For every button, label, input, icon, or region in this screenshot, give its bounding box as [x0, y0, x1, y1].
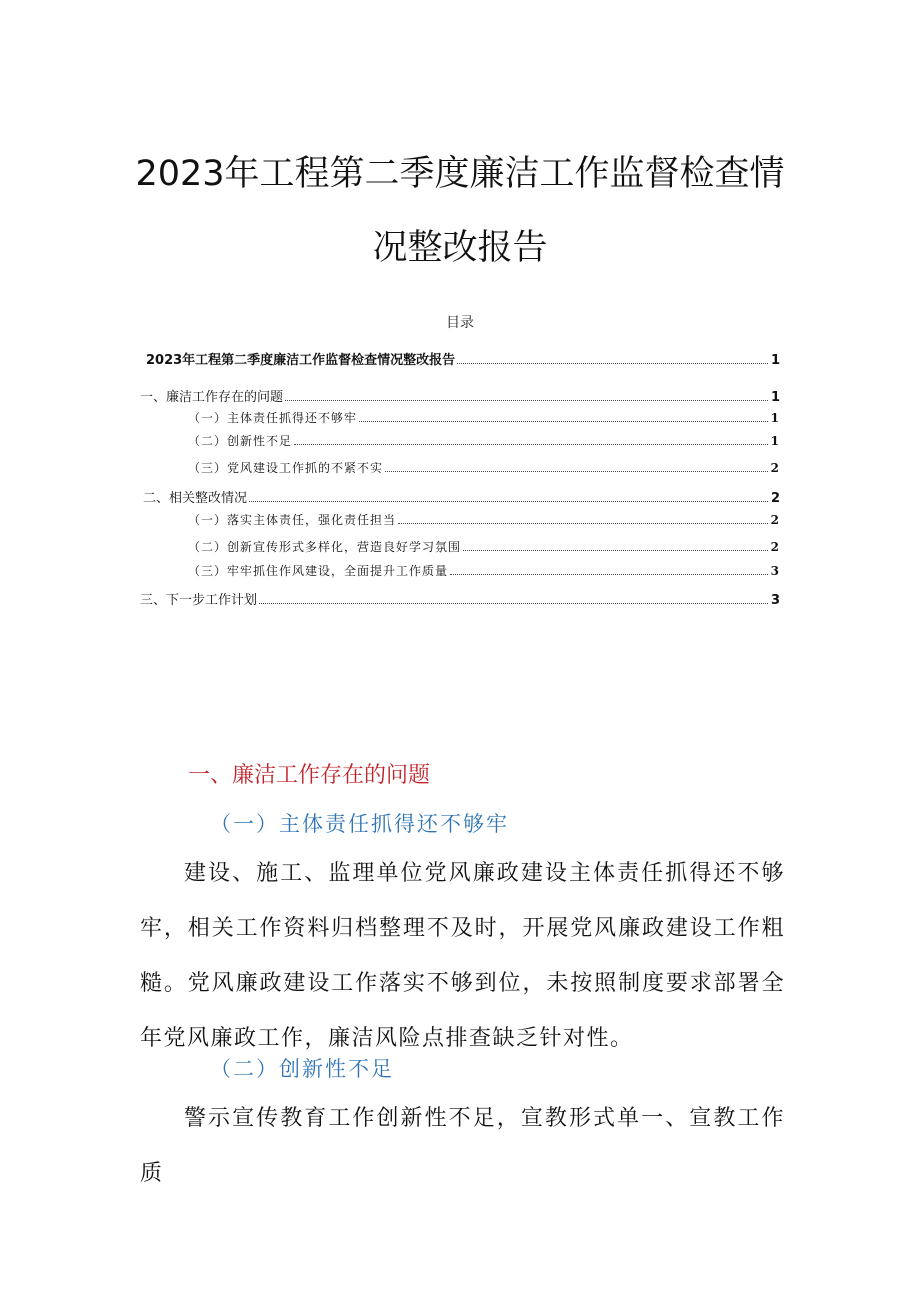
- toc-entry-section1-3[interactable]: [188, 459, 780, 477]
- toc-leader-dots: [294, 434, 768, 445]
- toc-leader-dots: [385, 461, 768, 472]
- toc-page-number: 3: [770, 593, 780, 608]
- toc-entry-label: 2023年工程第二季度廉洁工作监督检查情况整改报告: [146, 353, 456, 368]
- toc-entry-label: （二）创新宣传形式多样化，营造良好学习氛围: [188, 540, 462, 554]
- toc-leader-dots: [285, 390, 768, 401]
- toc-entry-section2[interactable]: [143, 487, 780, 505]
- toc-leader-dots: [450, 564, 768, 575]
- toc-page-number: 2: [770, 540, 780, 554]
- toc-entry-section2-1[interactable]: [188, 511, 780, 529]
- toc-page-number: 2: [770, 491, 780, 506]
- toc-entry-label: （一）主体责任抓得还不够牢: [188, 411, 358, 425]
- toc-page-number: 2: [770, 461, 780, 475]
- toc-leader-dots: [359, 411, 768, 422]
- toc-entry-section1[interactable]: [140, 386, 780, 404]
- subsection1-heading: （一）主体责任抓得还不够牢: [210, 812, 509, 836]
- toc-entry-label: （三）牢牢抓住作风建设，全面提升工作质量: [188, 564, 449, 578]
- toc-page-number: 3: [770, 564, 780, 578]
- toc-page-number: 1: [770, 353, 780, 368]
- document-title-line1: 2023年工程第二季度廉洁工作监督检查情: [135, 154, 785, 194]
- toc-leader-dots: [259, 593, 768, 604]
- toc-leader-dots: [457, 353, 768, 364]
- toc-entry-section1-2[interactable]: [188, 432, 780, 450]
- toc-leader-dots: [398, 513, 768, 524]
- toc-heading: 目录: [446, 315, 474, 331]
- toc-entry-section3[interactable]: [140, 589, 780, 607]
- toc-entry-label: （二）创新性不足: [188, 434, 293, 448]
- subsection1-paragraph: 建设、施工、监理单位党风廉政建设主体责任抓得还不够牢，相关工作资料归档整理不及时，开展党风廉政建设工作粗糙。党风廉政建设工作落实不够到位，未按照制度要求部署全年党风廉政工作，廉洁风险点排查缺乏针对性。: [140, 861, 785, 1051]
- toc-page-number: 1: [770, 411, 780, 425]
- document-title-line2: 况整改报告: [372, 228, 548, 268]
- toc-entry-label: 二、相关整改情况: [143, 491, 248, 506]
- toc-leader-dots: [463, 540, 768, 551]
- toc-page-number: 2: [770, 513, 780, 527]
- toc-entry-label: 一、廉洁工作存在的问题: [140, 390, 284, 405]
- section1-heading: 一、廉洁工作存在的问题: [188, 763, 431, 788]
- toc-page-number: 1: [770, 434, 780, 448]
- toc-entry-title[interactable]: [146, 349, 780, 367]
- toc-leader-dots: [249, 491, 768, 502]
- subsection2-paragraph: 警示宣传教育工作创新性不足，宣教形式单一、宣教工作质: [140, 1106, 785, 1186]
- subsection2-heading: （二）创新性不足: [210, 1057, 394, 1081]
- toc-entry-label: 三、下一步工作计划: [140, 593, 258, 608]
- toc-entry-label: （一）落实主体责任，强化责任担当: [188, 513, 397, 527]
- toc-entry-label: （三）党风建设工作抓的不紧不实: [188, 461, 384, 475]
- toc-page-number: 1: [770, 390, 780, 405]
- toc-entry-section2-3[interactable]: [188, 562, 780, 580]
- toc-entry-section1-1[interactable]: [188, 409, 780, 427]
- toc-entry-section2-2[interactable]: [188, 538, 780, 556]
